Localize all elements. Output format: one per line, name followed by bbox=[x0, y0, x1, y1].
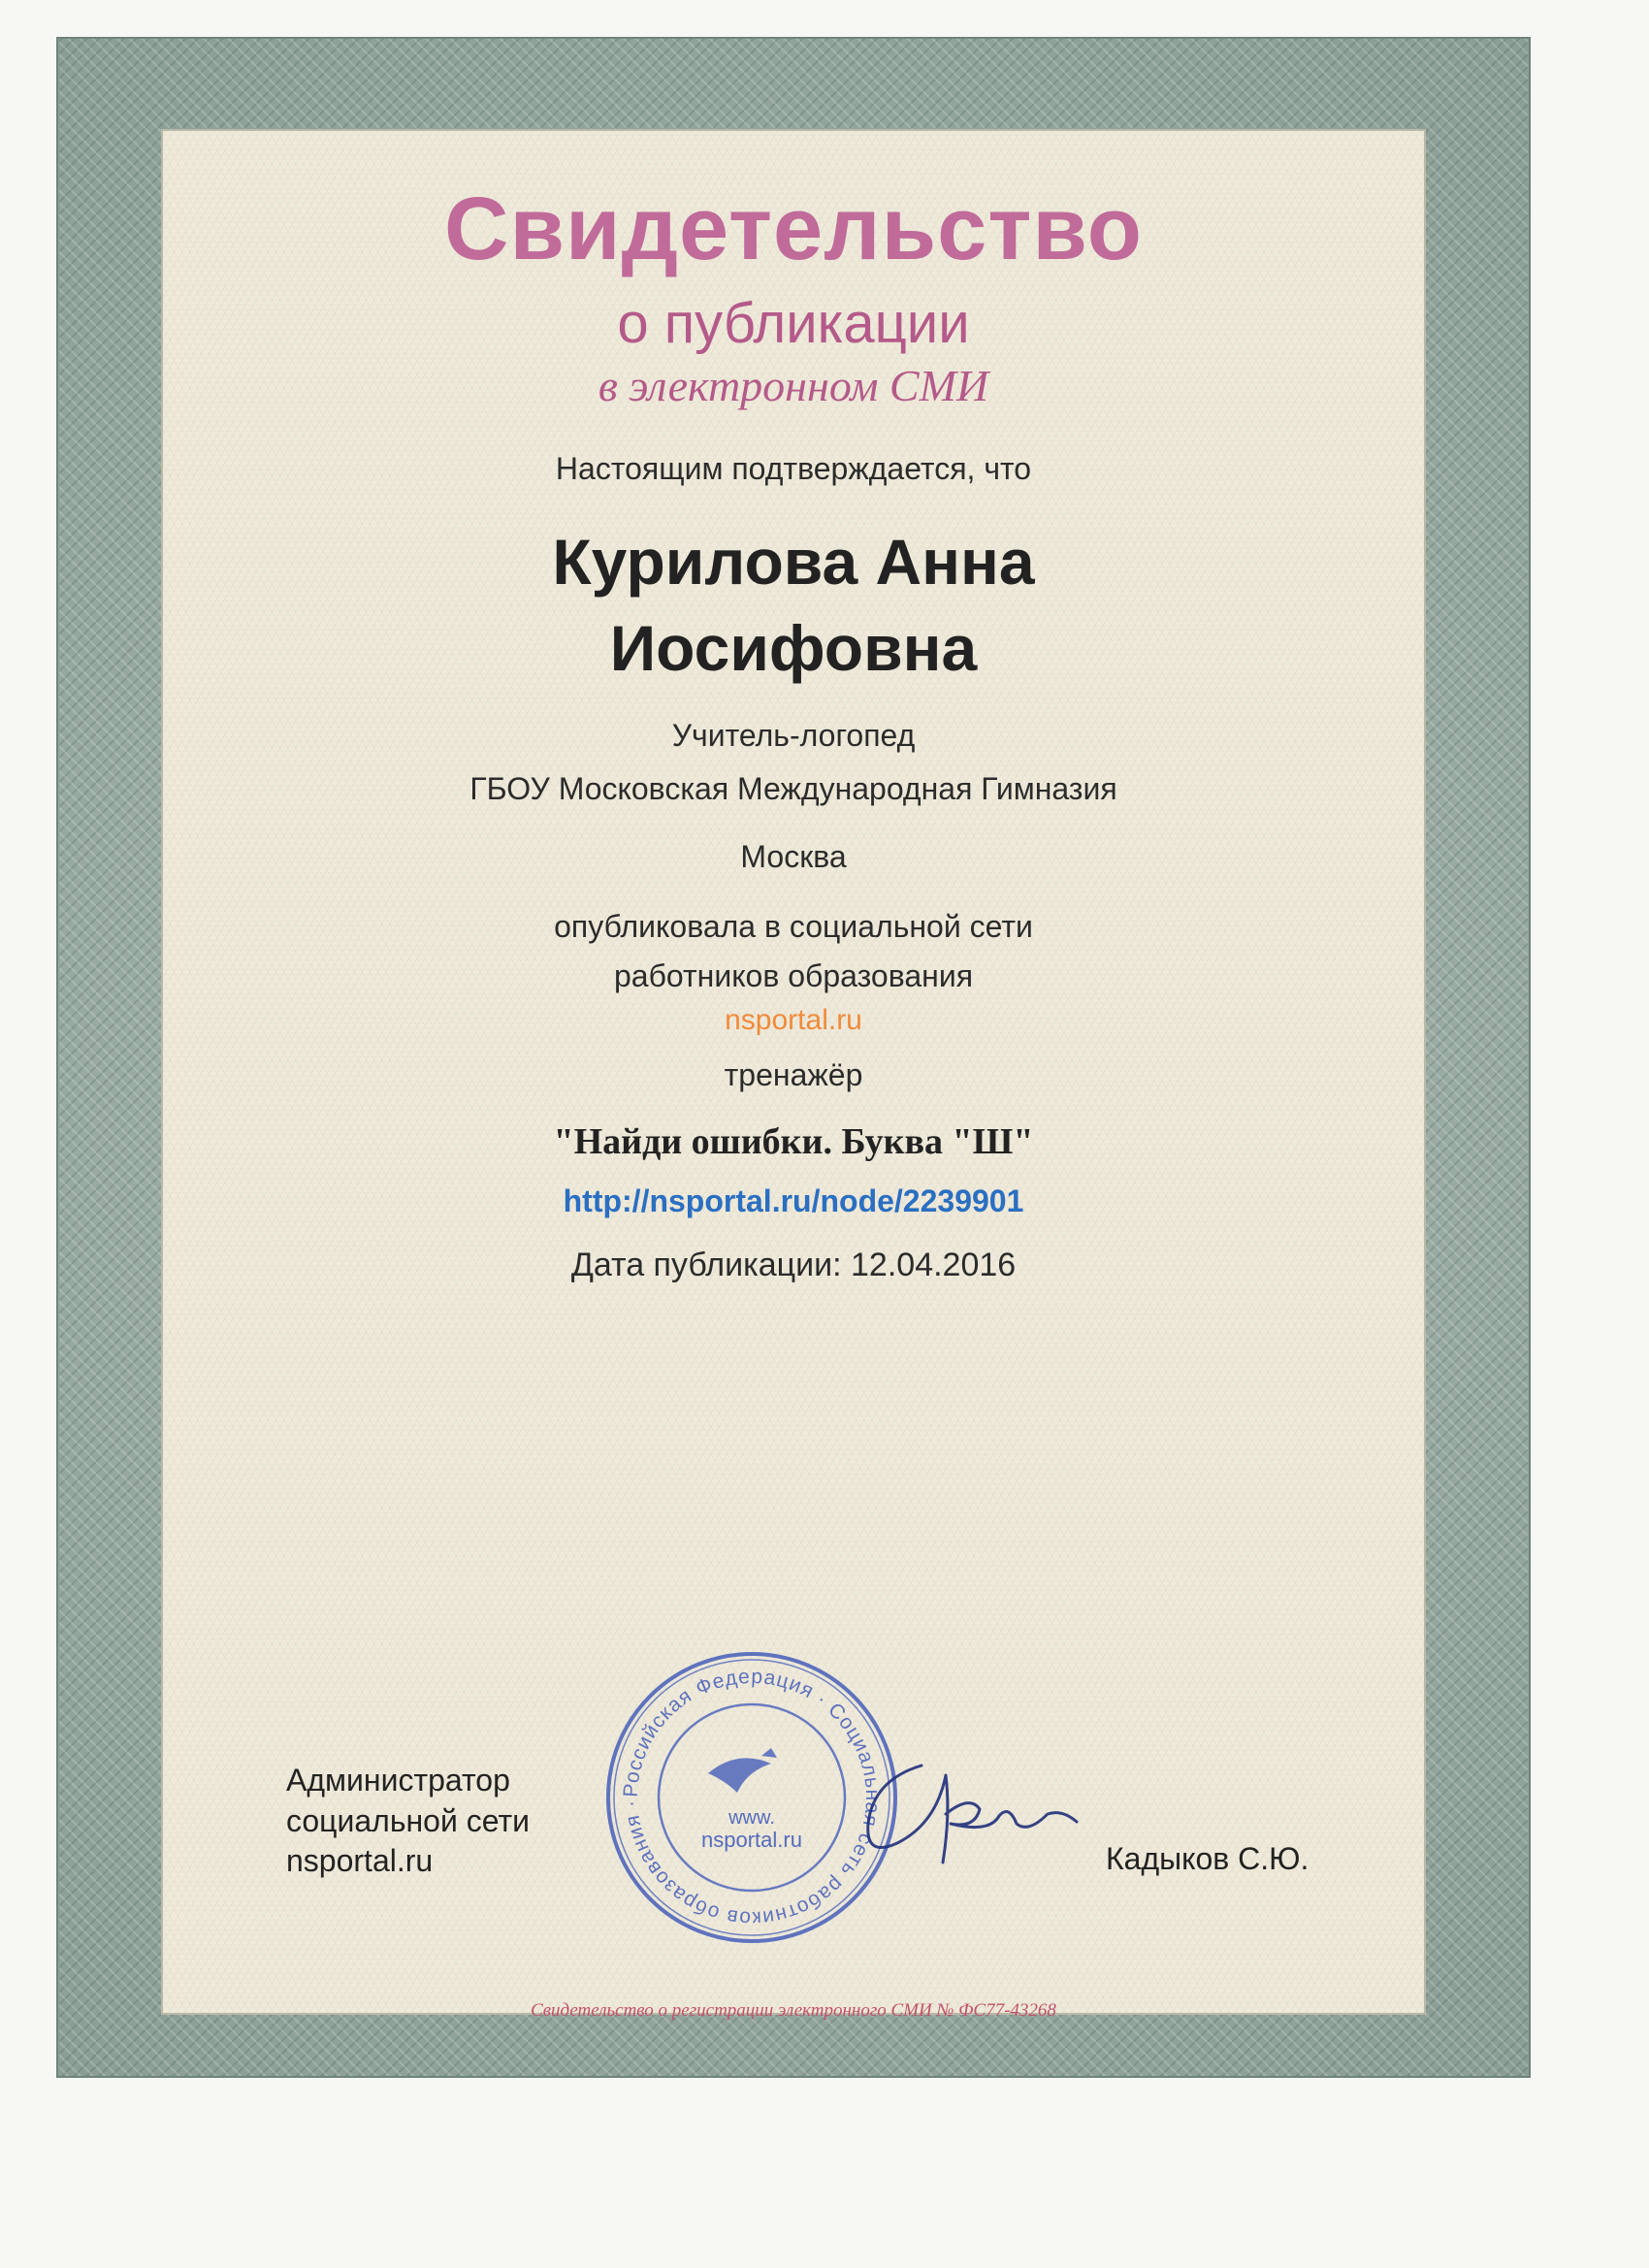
stamp-bird-icon bbox=[708, 1758, 771, 1793]
date-label: Дата публикации: bbox=[570, 1247, 842, 1283]
publication-date bbox=[163, 1247, 1424, 1284]
published-line2: работников образования bbox=[613, 958, 974, 994]
published-statement bbox=[163, 902, 1424, 1001]
published-line1: опубликовала в социальной сети bbox=[554, 909, 1033, 944]
stamp-site-line2: nsportal.ru bbox=[701, 1828, 802, 1852]
certificate-subtitle: о публикации bbox=[617, 292, 970, 355]
media-line: в электронном СМИ bbox=[598, 361, 989, 410]
author-position: Учитель-логопед bbox=[671, 718, 916, 753]
author-organization: ГБОУ Московская Международная Гимназия bbox=[469, 771, 1117, 806]
author-city: Москва bbox=[740, 839, 847, 874]
admin-line3: nsportal.ru bbox=[286, 1843, 434, 1879]
stamp-ring-text: Российская Федерация · Социальная сеть работников образования · bbox=[619, 1665, 885, 1930]
admin-line2: социальной сети bbox=[286, 1802, 530, 1838]
work-title: "Найди ошибки. Буква "Ш" bbox=[553, 1121, 1034, 1162]
admin-block bbox=[286, 1761, 530, 1882]
admin-line1: Администратор bbox=[286, 1763, 510, 1798]
confirm-text: Настоящим подтверждается, что bbox=[555, 451, 1032, 486]
publication-url[interactable]: http://nsportal.ru/node/2239901 bbox=[563, 1183, 1024, 1218]
stamp-site-line1: www. bbox=[728, 1807, 775, 1829]
signer-name: Кадыков С.Ю. bbox=[1106, 1841, 1310, 1876]
date-value: 12.04.2016 bbox=[851, 1247, 1017, 1283]
author-name-line2: Иосифовна bbox=[609, 612, 978, 685]
handwritten-signature-icon bbox=[854, 1736, 1096, 1882]
certificate-title: Свидетельство bbox=[444, 179, 1143, 278]
author-name bbox=[163, 519, 1424, 692]
registry-note: Свидетельство о регистрации электронного СМИ № ФС77-43268 bbox=[531, 2000, 1056, 2021]
work-type: тренажёр bbox=[724, 1057, 863, 1092]
author-name-line1: Курилова Анна bbox=[552, 526, 1035, 598]
site-link[interactable]: nsportal.ru bbox=[725, 1004, 862, 1036]
